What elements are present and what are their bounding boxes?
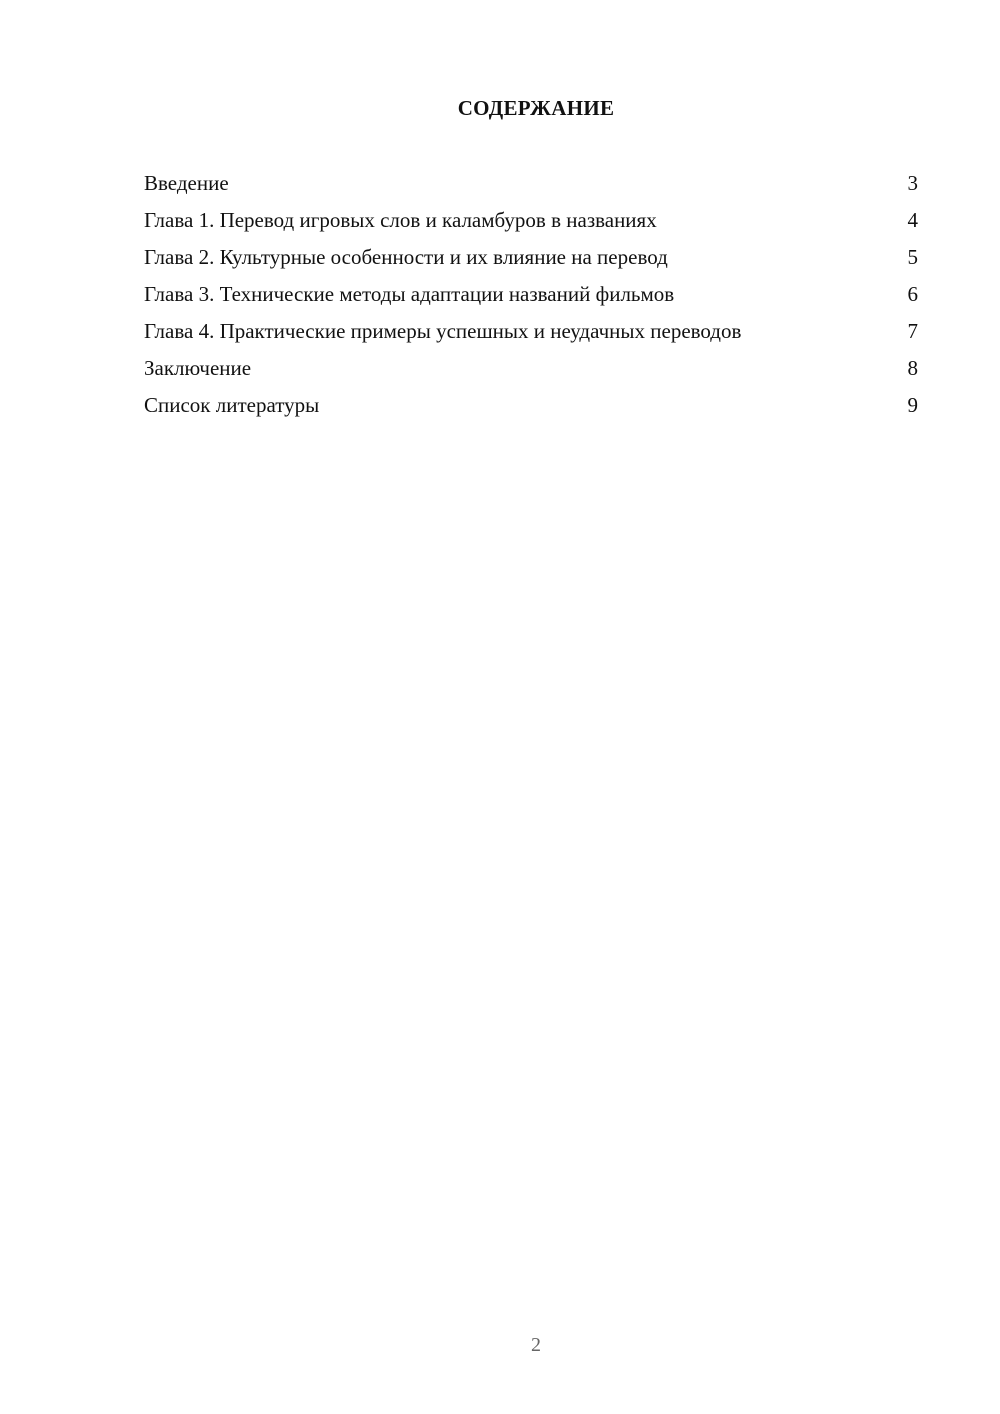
toc-entry-title: Глава 2. Культурные особенности и их влияние на перевод <box>144 245 668 269</box>
page-title: СОДЕРЖАНИЕ <box>457 96 615 120</box>
toc-entry-title: Список литературы <box>144 393 320 417</box>
toc-entry-page: 6 <box>907 282 918 306</box>
toc-entry <box>144 170 918 196</box>
toc-entry <box>144 355 918 381</box>
toc-entry-title: Глава 4. Практические примеры успешных и неудачных переводов <box>144 319 742 343</box>
toc-entry-page: 3 <box>907 171 918 195</box>
toc-entry <box>144 281 918 307</box>
toc-entry <box>144 244 918 270</box>
toc-entry <box>144 392 918 418</box>
toc-entry-title: Глава 1. Перевод игровых слов и каламбуров в названиях <box>144 208 657 232</box>
page-number: 2 <box>531 1334 541 1356</box>
toc-entry <box>144 207 918 233</box>
toc-entry <box>144 318 918 344</box>
toc-entry-page: 5 <box>907 245 918 269</box>
toc-entry-page: 7 <box>907 319 918 343</box>
toc-entry-page: 4 <box>907 208 918 232</box>
toc-entry-page: 8 <box>907 356 918 380</box>
toc-entry-title: Глава 3. Технические методы адаптации названий фильмов <box>144 282 675 306</box>
table-of-contents <box>144 170 918 429</box>
toc-entry-page: 9 <box>907 393 918 417</box>
toc-entry-title: Заключение <box>144 356 252 380</box>
toc-entry-title: Введение <box>144 171 229 195</box>
